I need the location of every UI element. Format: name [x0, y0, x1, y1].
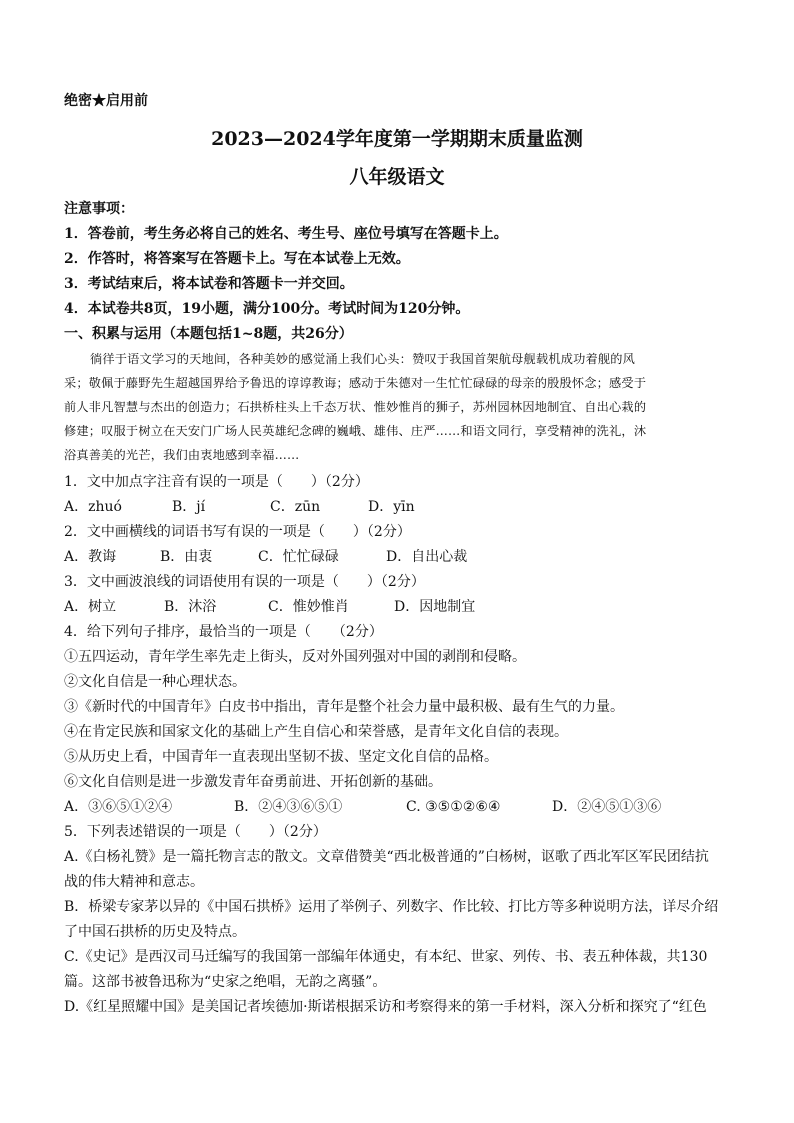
statement-line: A.《白杨礼赞》是一篇托物言志的散文。文章借赞美“西北极普通的”白杨树，讴歌了西北军区军民团结抗 [64, 849, 709, 865]
statement-line: C.《史记》是西汉司马迁编写的我国第一部编年体通史，有本纪、世家、列传、书、表五种体裁，共130 [64, 949, 708, 965]
option-d: D．因地制宜 [394, 599, 476, 615]
sentence-item: ①五四运动，青年学生率先走上街头，反对外国列强对中国的剥削和侵略。 [64, 649, 526, 665]
passage-line: 徜徉于语文学习的天地间，各种美妙的感觉涌上我们心头：赞叹于我国首架航母舰载机成功着舰的风 [90, 352, 636, 366]
sentence-item: ②文化自信是一种心理状态。 [64, 674, 246, 690]
question-stem: 5．下列表述错误的一项是（ ）（2分） [64, 824, 327, 840]
sentence-item: ④在肯定民族和国家文化的基础上产生自信心和荣誉感，是青年文化自信的表现。 [64, 724, 568, 740]
passage-line: 前人非凡智慧与杰出的创造力；石拱桥柱头上千态万状、惟妙惟肖的狮子，苏州园林因地制宜、自出心栽的 [64, 400, 647, 414]
statement-line: D.《红星照耀中国》是美国记者埃德加·斯诺根据采访和考察得来的第一手材料，深入分析和探究了“红色 [64, 999, 707, 1015]
exam-subtitle: 八年级语文 [349, 166, 445, 188]
sentence-item: ⑥文化自信则是进一步激发青年奋勇前进、开拓创新的基础。 [64, 774, 442, 790]
passage-line: 采；敬佩于藤野先生超越国界给予鲁迅的谆谆教诲；感动于朱德对一生忙忙碌碌的母亲的殷殷怀念；感受于 [64, 376, 647, 390]
sentence-item: ③《新时代的中国青年》白皮书中指出，青年是整个社会力量中最积极、最有生气的力量。 [64, 699, 624, 715]
option-b: B．jí [172, 499, 206, 515]
question-options [64, 498, 728, 516]
option-c: C. ③⑤①②⑥④ [406, 799, 501, 815]
passage-line: 浴真善美的光芒，我们由衷地感到幸福…… [64, 448, 300, 462]
passage-line: 修建；叹服于树立在天安门广场人民英雄纪念碑的巍峨、雄伟、庄严……和语文同行，享受精神的洗礼，沐 [64, 424, 647, 438]
sentence-item: ⑤从历史上看，中国青年一直表现出坚韧不拔、坚定文化自信的品格。 [64, 749, 498, 765]
statement-line: B．桥梁专家茅以异的《中国石拱桥》运用了举例子、列数字、作比较、打比方等多种说明方法，详尽介绍 [64, 899, 719, 915]
question-stem: 4．给下列句子排序，最恰当的一项是（ （2分） [64, 624, 383, 640]
notice-item: 4．本试卷共8页，19小题，满分100分。考试时间为120分钟。 [64, 301, 470, 317]
question-stem: 1．文中加点字注音有误的一项是（ ）（2分） [64, 474, 369, 490]
confidential-label: 绝密★启用前 [64, 93, 148, 109]
statement-line: 篇。这部书被鲁迅称为“史家之绝唱，无韵之离骚”。 [64, 974, 387, 990]
exam-title: 2023—2024学年度第一学期期末质量监测 [211, 128, 583, 150]
notice-item: 2．作答时，将答案写在答题卡上。写在本试卷上无效。 [64, 251, 410, 267]
question-options [64, 798, 728, 816]
statement-line: 战的伟大精神和意志。 [64, 874, 204, 890]
option-c: C．忙忙碌碌 [258, 549, 339, 565]
question-options [64, 598, 728, 616]
option-d: D．yīn [368, 499, 415, 515]
option-a: A．zhuó [64, 499, 122, 515]
option-b: B．②④③⑥⑤① [234, 799, 343, 815]
question-options [64, 548, 728, 566]
option-a: A．③⑥⑤①②④ [64, 799, 173, 815]
option-d: D．②④⑤①③⑥ [552, 799, 662, 815]
option-a: A．教诲 [64, 549, 117, 565]
option-b: B．沐浴 [164, 599, 217, 615]
notice-item: 1．答卷前，考生务必将自己的姓名、考生号、座位号填写在答题卡上。 [64, 226, 508, 242]
option-c: C．惟妙惟肖 [268, 599, 349, 615]
notice-item: 3．考试结束后，将本试卷和答题卡一并交回。 [64, 276, 354, 292]
question-stem: 3．文中画波浪线的词语使用有误的一项是（ ）（2分） [64, 574, 425, 590]
statement-line: 了中国石拱桥的历史及特点。 [64, 924, 246, 940]
section-heading: 一、积累与运用（本题包括1~8题，共26分） [64, 326, 353, 342]
option-a: A．树立 [64, 599, 117, 615]
question-stem: 2．文中画横线的词语书写有误的一项是（ ）（2分） [64, 524, 411, 540]
option-b: B．由衷 [160, 549, 213, 565]
option-c: C．zūn [270, 499, 321, 515]
option-d: D．自出心裁 [386, 549, 468, 565]
notice-heading: 注意事项： [64, 201, 134, 217]
